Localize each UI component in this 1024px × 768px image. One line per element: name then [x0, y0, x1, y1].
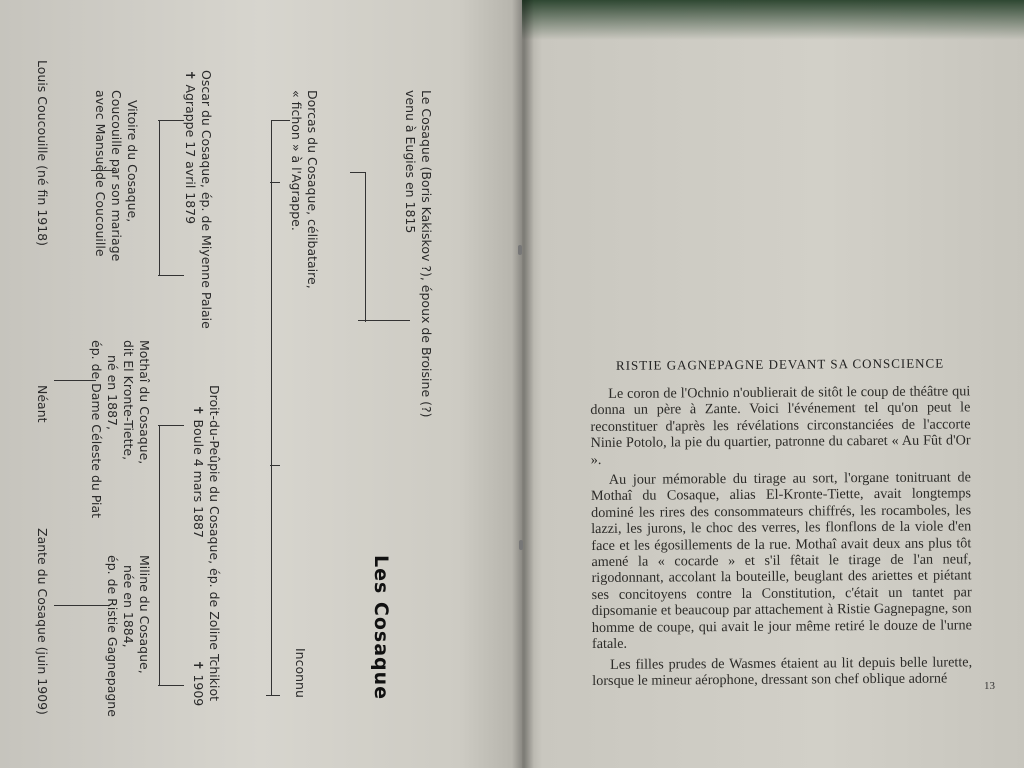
- tree-entry: ép. de Ristie Gagnepagne: [105, 555, 120, 717]
- article: [590, 355, 972, 693]
- tree-entry: avec Mansuède Coucouille: [93, 90, 108, 257]
- tree-entry: Dorcas du Cosaque, célibataire,: [305, 90, 320, 289]
- background-edge: [522, 0, 1024, 40]
- tree-entry: Coucouille par son mariage: [109, 90, 124, 262]
- tree-entry: Inconnu: [293, 648, 308, 698]
- article-paragraph: Au jour mémorable du tirage au sort, l'organe tonitruant de Mothaî du Cosaque, alias El-Kronte-Tiette, avait longtemps dominé les rires des consommateurs chiffrés, les rocamboles, les lazzi, les jurons, le choc des verres, les flonflons de la viole d'en face et les égosillements de la rue. Mothaî avait deux ans plus tôt amené la « cocarde » et s'il fêtait le tirage de l'an neuf, rigodonnant, accolant la bouteille, beuglant des ariettes et piétant ses concitoyens contre la Constitution, c'était un tantet par dipsomanie et beaucoup par attachement à Ristie Gagnepagne, son homme de coupe, qui avait le jour même retiré le douze de l'urne fatale.: [590, 469, 972, 653]
- article-paragraph: Les filles prudes de Wasmes étaient au lit depuis belle lurette, lorsque le mineur aérophone, dressant son chef oblique adorné: [592, 653, 973, 689]
- tree-entry: née en 1884,: [121, 565, 136, 648]
- staple-mark: [518, 245, 522, 255]
- tree-entry: Le Cosaque (Boris Kakiskov ?), époux de Broisine (?): [419, 90, 434, 418]
- tree-entry: ép. de Dame Céleste du Piat: [89, 340, 104, 519]
- tree-entry: ✝ Boule 4 mars 1887: [191, 405, 206, 538]
- article-title: RISTIE GAGNEPAGNE DEVANT SA CONSCIENCE: [615, 355, 945, 373]
- tree-entry: venu à Eugies en 1815: [403, 90, 418, 234]
- tree-entry: ✝ Agrappe 17 avril 1879: [183, 70, 198, 225]
- page-number: 13: [984, 680, 995, 692]
- book-gutter: [512, 0, 534, 768]
- tree-entry: Oscar du Cosaque, ép. de Miyenne Palaie: [199, 70, 214, 329]
- tree-entry: dit El Kronte-Tiette,: [121, 340, 136, 461]
- tree-entry: Zante du Cosaque (juin 1909): [35, 528, 50, 715]
- tree-entry: Vitoire du Cosaque,: [125, 100, 140, 223]
- staple-mark: [519, 540, 523, 550]
- family-tree: [20, 60, 470, 740]
- tree-entry: Néant: [35, 385, 50, 423]
- tree-entry: Droit-du-Peûpie du Cosaque, ép. de Zoline Tchikiot: [207, 385, 222, 701]
- tree-entry: Miline du Cosaque,: [137, 555, 152, 674]
- tree-entry: ✝ 1909: [191, 660, 206, 707]
- article-paragraph: Le coron de l'Ochnio n'oublierait de sitôt le coup de théâtre qui donna un père à Zante. Voici l'événement tel qu'on peut le reconstituer d'après les révélations circonstanciées de l'accorte Ninie Potolo, la pie du quartier, patronne du cabaret « Au Fût d'Or ».: [590, 383, 971, 468]
- tree-entry: né en 1887,: [105, 355, 120, 430]
- tree-entry: « fichon » à l'Agrappe.: [289, 90, 304, 231]
- tree-title: Les Cosaque: [370, 555, 392, 701]
- tree-entry: Mothaî du Cosaque,: [137, 340, 152, 465]
- tree-entry: Louis Coucouille (né fin 1918): [35, 60, 50, 247]
